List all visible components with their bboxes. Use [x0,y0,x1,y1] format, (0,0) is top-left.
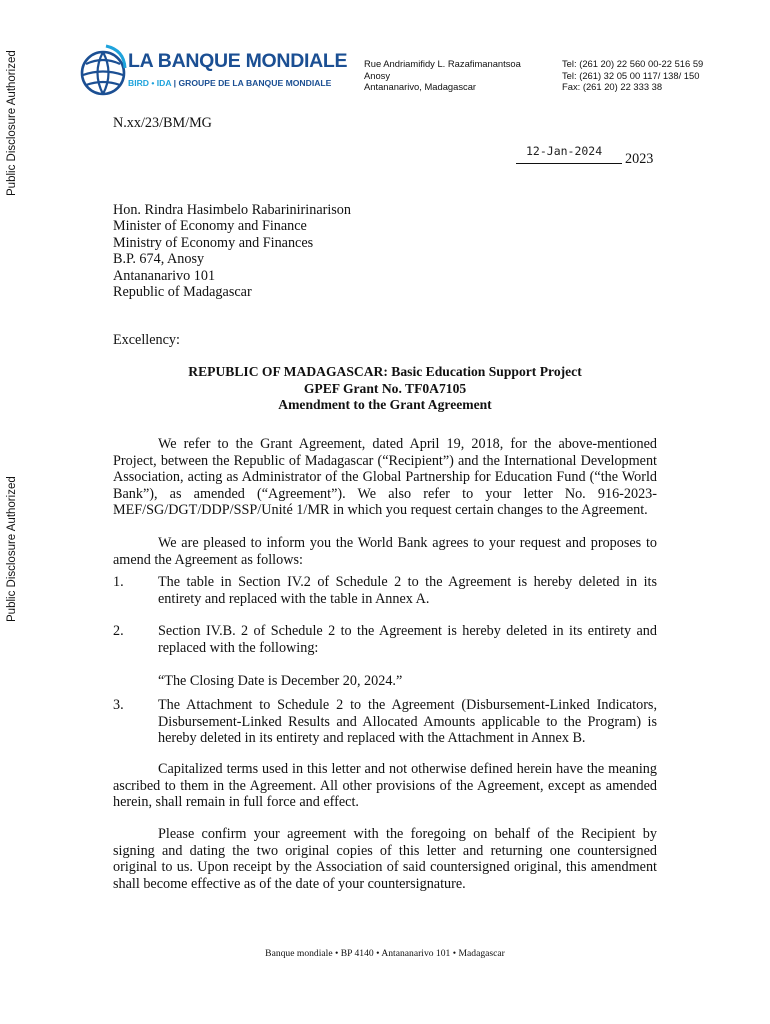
date-underline [516,163,622,164]
office-address [364,58,521,93]
item-text: The Attachment to Schedule 2 to the Agreement (Disbursement-Linked Indicators, Disbursement-Linked Results and Allocated Amounts applicable to the Program) is hereby deleted in its entirety and replaced with the Attachment in Annex B. [158,697,657,746]
world-bank-logo [80,44,350,102]
date-year: 2023 [625,151,654,167]
phone-line: Tel: (261 20) 22 560 00-22 516 59 [562,58,704,69]
subject-line: REPUBLIC OF MADAGASCAR: Basic Education Support Project [188,364,582,379]
subject-heading [113,364,657,414]
office-contact [562,58,703,93]
brand-name: LA BANQUE MONDIALE [128,50,348,72]
recipient-title: Minister of Economy and Finance [113,218,307,235]
brand-subtitle [128,78,331,88]
date-stamp: 12-Jan-2024 [526,144,603,158]
recipient-block [113,202,351,300]
recipient-city: Antananarivo 101 [113,267,216,284]
reference-number: N.xx/23/BM/MG [113,115,212,131]
subject-line: GPEF Grant No. TF0A7105 [303,380,467,396]
public-disclosure-label: Public Disclosure Authorized [6,476,18,622]
body-paragraph: Please confirm your agreement with the foregoing on behalf of the Recipient by signing and dating the two original copies of this letter and returning one countersigned original to us. Upon receipt by the Association of said countersigned original, this amendment shall become effective as of the date of your countersignature. [113,826,657,892]
body-paragraph: We refer to the Grant Agreement, dated April 19, 2018, for the above-mentioned Project, between the Republic of Madagascar (“Recipient”) and the International Development Association, acting as Administrator of the Global Partnership for Education Fund (“the World Bank”), as amended (“Agreement”). We also refer to your letter No. 916-2023-MEF/SG/DGT/DDP/SSP/Unité 1/MR in which you request certain changes to the Agreement. [113,436,657,518]
page-footer: Banque mondiale • BP 4140 • Antananarivo 101 • Madagascar [265,948,505,959]
letter-date [514,142,664,170]
address-line: Anosy [364,69,391,81]
fax-line: Fax: (261 20) 22 333 38 [562,81,663,93]
public-disclosure-label: Public Disclosure Authorized [6,50,18,196]
body-paragraph: Capitalized terms used in this letter and not otherwise defined herein have the meaning ascribed to them in the Agreement. All other provisions of the Agreement, except as amended herein, shall remain in full force and effect. [113,761,657,810]
brand-subtitle-rest: | GROUPE DE LA BANQUE MONDIALE [171,78,332,88]
brand-subtitle-accent: BIRD • IDA [128,78,172,88]
address-line: Rue Andriamifidy L. Razafimanantsoa [364,58,521,69]
phone-line: Tel: (261) 32 05 00 117/ 138/ 150 [562,69,700,81]
globe-icon [80,44,128,100]
body-paragraph: We are pleased to inform you the World Bank agrees to your request and proposes to amend the Agreement as follows: [113,535,657,568]
item-number: 2. [113,623,124,639]
subject-line: Amendment to the Grant Agreement [278,397,492,413]
item-number: 3. [113,697,124,713]
recipient-country: Republic of Madagascar [113,284,252,301]
recipient-po-box: B.P. 674, Anosy [113,251,205,268]
recipient-name: Hon. Rindra Hasimbelo Rabarinirinarison [113,202,351,218]
item-text: The table in Section IV.2 of Schedule 2 to the Agreement is hereby deleted in its entirety and replaced with the table in Annex A. [158,574,657,607]
address-line: Antananarivo, Madagascar [364,81,477,93]
closing-date-quote: “The Closing Date is December 20, 2024.” [158,673,403,689]
recipient-ministry: Ministry of Economy and Finances [113,234,314,251]
salutation: Excellency: [113,332,180,348]
item-number: 1. [113,574,124,590]
item-text: Section IV.B. 2 of Schedule 2 to the Agreement is hereby deleted in its entirety and replaced with the following: [158,623,657,656]
